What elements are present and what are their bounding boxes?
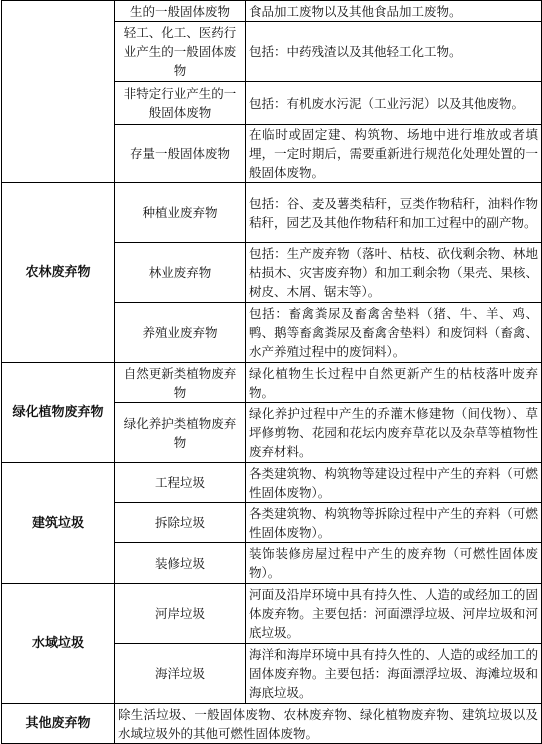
table-row: [2, 1, 542, 22]
description-cell: 包括：畜禽粪尿及畜禽舍垫料（猪、牛、羊、鸡、鸭、鹅等畜禽粪尿及畜禽舍垫料）和废饲料（畜禽、水产养殖过程中的废饲料）。: [246, 303, 542, 363]
description-cell: 在临时或固定建、构筑物、场地中进行堆放或者填埋，一定时期后，需要重新进行规范化处理处置的一般固体废物。: [246, 125, 542, 183]
description-cell: 除生活垃圾、一般固体废物、农林废弃物、绿化植物废弃物、建筑垃圾以及水域垃圾外的其他可燃性固体废物。: [115, 704, 542, 744]
subcategory-cell: 装修垃圾: [115, 543, 246, 584]
description-cell: 河面及沿岸环境中具有持久性、人造的或经加工的固体废弃物。主要包括：河面漂浮垃圾、河岸垃圾和河底垃圾。: [246, 584, 542, 644]
description-cell: 绿化植物生长过程中自然更新产生的枯枝落叶废弃物。: [246, 363, 542, 403]
subcategory-cell: 养殖业废弃物: [115, 303, 246, 363]
description-cell: 包括：中药残渣以及其他轻工化工物。: [246, 22, 542, 82]
category-cell: 其他废弃物: [2, 704, 115, 744]
description-cell: 各类建筑物、构筑物等拆除过程中产生的弃料（可燃性固体废物）。: [246, 503, 542, 543]
category-cell: 水域垃圾: [2, 584, 115, 704]
subcategory-cell: 存量一般固体废物: [115, 125, 246, 183]
table-row: [2, 704, 542, 744]
description-cell: 包括：有机废水污泥（工业污泥）以及其他废物。: [246, 82, 542, 125]
category-cell: 建筑垃圾: [2, 463, 115, 584]
description-cell: 包括：谷、麦及薯类秸秆，豆类作物秸秆，油料作物秸秆，园艺及其他作物秸秆和加工过程中的副产物。: [246, 183, 542, 243]
category-cell-general-solid-waste: [2, 1, 115, 183]
table-row: [2, 463, 542, 503]
subcategory-cell: 绿化养护类植物废弃物: [115, 403, 246, 463]
subcategory-cell: 自然更新类植物废弃物: [115, 363, 246, 403]
subcategory-cell: 生的一般固体废物: [115, 1, 246, 22]
category-cell: 农林废弃物: [2, 183, 115, 363]
description-cell: 海洋和海岸环境中具有持久性的、人造的或经加工的固体废弃物。主要包括：海面漂浮垃圾、海滩垃圾和海底垃圾。: [246, 644, 542, 704]
subcategory-cell: 轻工、化工、医药行业产生的一般固体废物: [115, 22, 246, 82]
subcategory-cell: 海洋垃圾: [115, 644, 246, 704]
description-cell: 食品加工废物以及其他食品加工废物。: [246, 1, 542, 22]
subcategory-cell: 工程垃圾: [115, 463, 246, 503]
subcategory-cell: 种植业废弃物: [115, 183, 246, 243]
subcategory-cell: 林业废弃物: [115, 243, 246, 303]
subcategory-cell: 河岸垃圾: [115, 584, 246, 644]
category-cell: 绿化植物废弃物: [2, 363, 115, 463]
subcategory-cell: 拆除垃圾: [115, 503, 246, 543]
table-row: [2, 584, 542, 644]
table-row: [2, 363, 542, 403]
description-cell: 各类建筑物、构筑物等建设过程中产生的弃料（可燃性固体废物）。: [246, 463, 542, 503]
description-cell: 绿化养护过程中产生的乔灌木修建物（间伐物）、草坪修剪物、花园和花坛内废弃草花以及杂草等植物性废弃材料。: [246, 403, 542, 463]
description-cell: 包括：生产废弃物（落叶、枯枝、砍伐剩余物、林地枯损木、灾害废弃物）和加工剩余物（果壳、果核、树皮、木屑、锯末等）。: [246, 243, 542, 303]
table-row: [2, 183, 542, 243]
waste-classification-table: [1, 0, 542, 744]
description-cell: 装饰装修房屋过程中产生的废弃物（可燃性固体废物）。: [246, 543, 542, 584]
subcategory-cell: 非特定行业产生的一般固体废物: [115, 82, 246, 125]
